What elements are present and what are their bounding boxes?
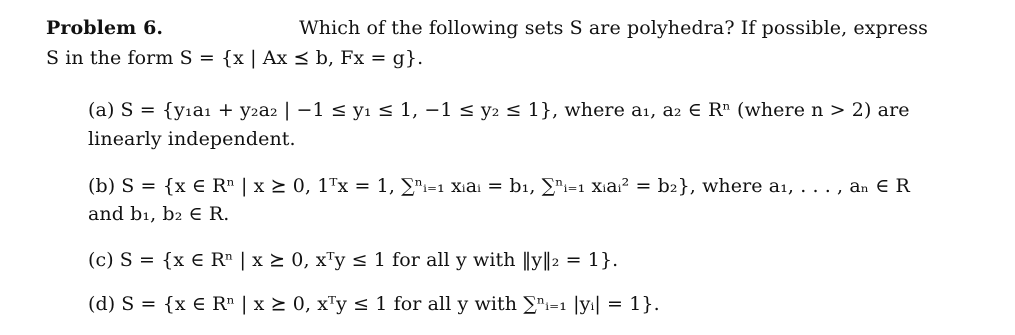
part-c-label: (c) — [88, 249, 114, 271]
part-c-text: S = {x ∈ Rⁿ | x ⪰ 0, xᵀy ≤ 1 for all y with ‖y‖₂ = 1}. — [119, 249, 619, 271]
problem-question-cont: S in the form S = {x | Ax ⪯ b, Fx = g}. — [46, 47, 424, 69]
part-a-label: (a) — [88, 99, 115, 121]
part-b-line2: and b₁, b₂ ∈ R. — [88, 203, 230, 225]
part-b-text: S = {x ∈ Rⁿ | x ⪰ 0, 1ᵀx = 1, ∑ⁿᵢ₌₁ xᵢaᵢ = b₁, ∑ⁿᵢ₌₁ xᵢaᵢ² = b₂}, where a₁, . . . , aₙ ∈ R — [121, 175, 910, 197]
part-d-text: S = {x ∈ Rⁿ | x ⪰ 0, xᵀy ≤ 1 for all y with ∑ⁿᵢ₌₁ |yᵢ| = 1}. — [121, 293, 660, 315]
problem-question: Which of the following sets S are polyhedra? If possible, express — [299, 17, 929, 39]
part-a-line2: linearly independent. — [88, 128, 296, 150]
part-a-text: S = {y₁a₁ + y₂a₂ | −1 ≤ y₁ ≤ 1, −1 ≤ y₂ ≤ 1}, where a₁, a₂ ∈ Rⁿ (where n > 2) are — [120, 99, 910, 121]
part-c-line — [88, 248, 618, 272]
part-d-line — [88, 292, 660, 316]
part-b-label: (b) — [88, 175, 116, 197]
problem-header — [46, 16, 928, 40]
problem-label: Problem 6. — [46, 17, 164, 39]
part-a-line1 — [88, 98, 910, 122]
part-b-line1 — [88, 174, 910, 198]
part-d-label: (d) — [88, 293, 116, 315]
